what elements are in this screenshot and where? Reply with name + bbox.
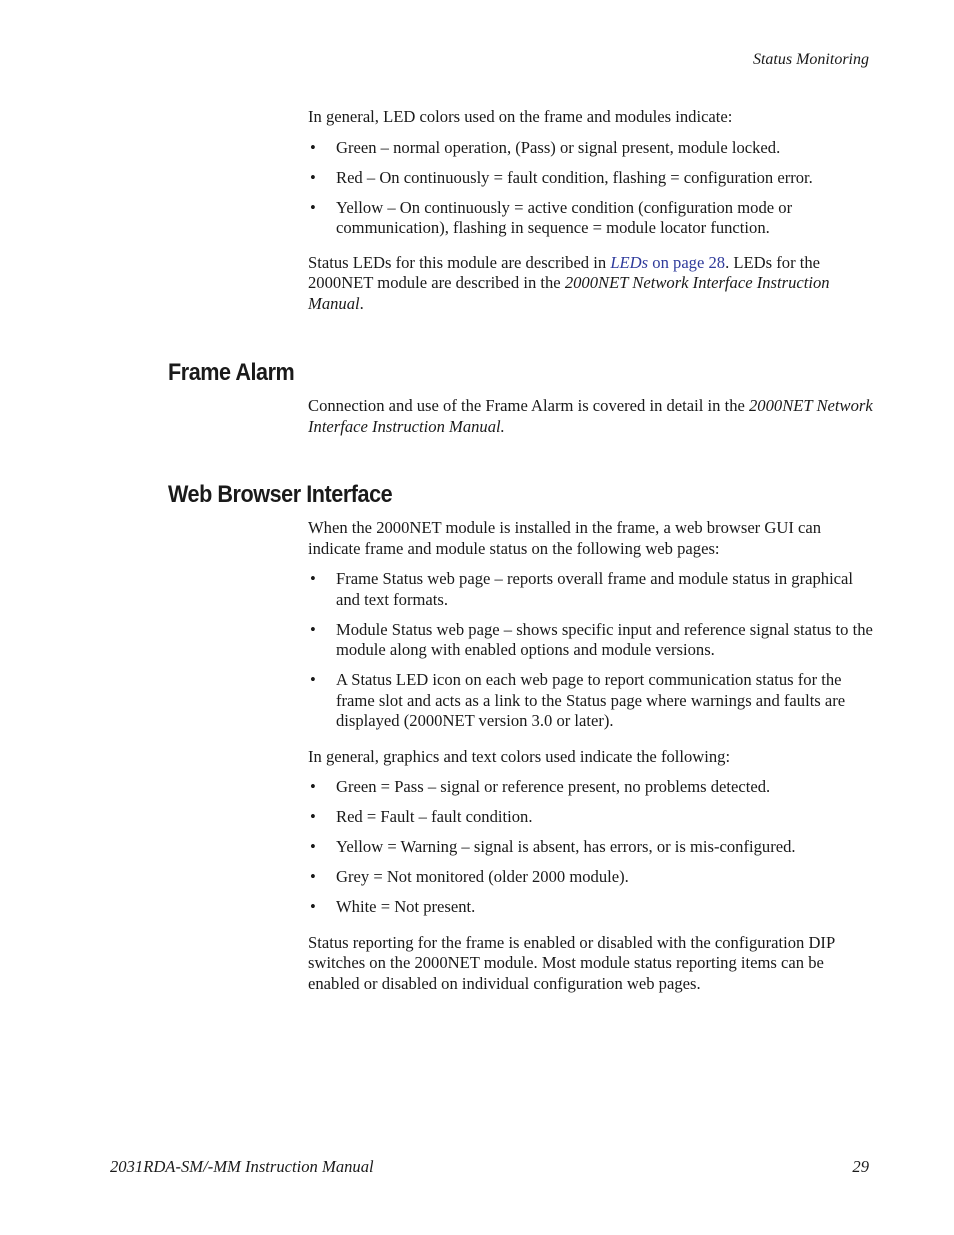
list-item: • White = Not present. — [308, 897, 874, 918]
leds-page-link[interactable]: LEDs on page 28 — [610, 252, 726, 272]
led-color-list — [308, 138, 874, 239]
list-item: • Red = Fault – fault condition. — [308, 807, 874, 828]
list-item: • Module Status web page – shows specific input and reference signal status to the module along with enabled options and module versions. — [308, 620, 874, 661]
led-section — [308, 107, 874, 314]
frame-alarm-body: Connection and use of the Frame Alarm is covered in detail in the 2000NET Network Interface Instruction Manual. — [308, 396, 873, 436]
colors-intro: In general, graphics and text colors used indicate the following: — [308, 746, 731, 766]
list-item: • Frame Status web page – reports overall frame and module status in graphical and text formats. — [308, 569, 874, 610]
running-header: Status Monitoring — [752, 51, 869, 68]
list-item: • Yellow = Warning – signal is absent, has errors, or is mis-configured. — [308, 837, 874, 858]
list-item: • A Status LED icon on each web page to report communication status for the frame slot and acts as a link to the Status page where warnings and faults are displayed (2000NET version 3.0 or later). — [308, 670, 874, 732]
footer-manual-title: 2031RDA-SM/-MM Instruction Manual — [110, 1157, 374, 1176]
page-number: 29 — [852, 1157, 869, 1176]
list-item: • Red – On continuously = fault condition, flashing = configuration error. — [308, 168, 874, 189]
frame-alarm-heading: Frame Alarm — [168, 359, 295, 386]
frame-alarm-section — [308, 396, 874, 437]
list-item: • Green = Pass – signal or reference present, no problems detected. — [308, 777, 874, 798]
status-led-paragraph: Status LEDs for this module are described in LEDs on page 28. LEDs for the 2000NET module are described in the 2000NET Network Interface Instruction Manual. — [308, 252, 830, 313]
list-item: • Grey = Not monitored (older 2000 module). — [308, 867, 874, 888]
web-browser-heading: Web Browser Interface — [168, 481, 393, 508]
color-meaning-list — [308, 777, 874, 918]
led-intro: In general, LED colors used on the frame and modules indicate: — [308, 107, 733, 126]
web-browser-section — [308, 518, 874, 994]
closing-paragraph: Status reporting for the frame is enabled or disabled with the configuration DIP switches on the 2000NET module. Most module status reporting items can be enabled or disabled on individual configuration web pages. — [308, 932, 835, 993]
web-browser-intro: When the 2000NET module is installed in the frame, a web browser GUI can indicate frame and module status on the following web pages: — [308, 518, 822, 558]
list-item: • Yellow – On continuously = active condition (configuration mode or communication), flashing in sequence = module locator function. — [308, 198, 874, 239]
list-item: • Green – normal operation, (Pass) or signal present, module locked. — [308, 138, 874, 159]
web-page-list — [308, 569, 874, 732]
